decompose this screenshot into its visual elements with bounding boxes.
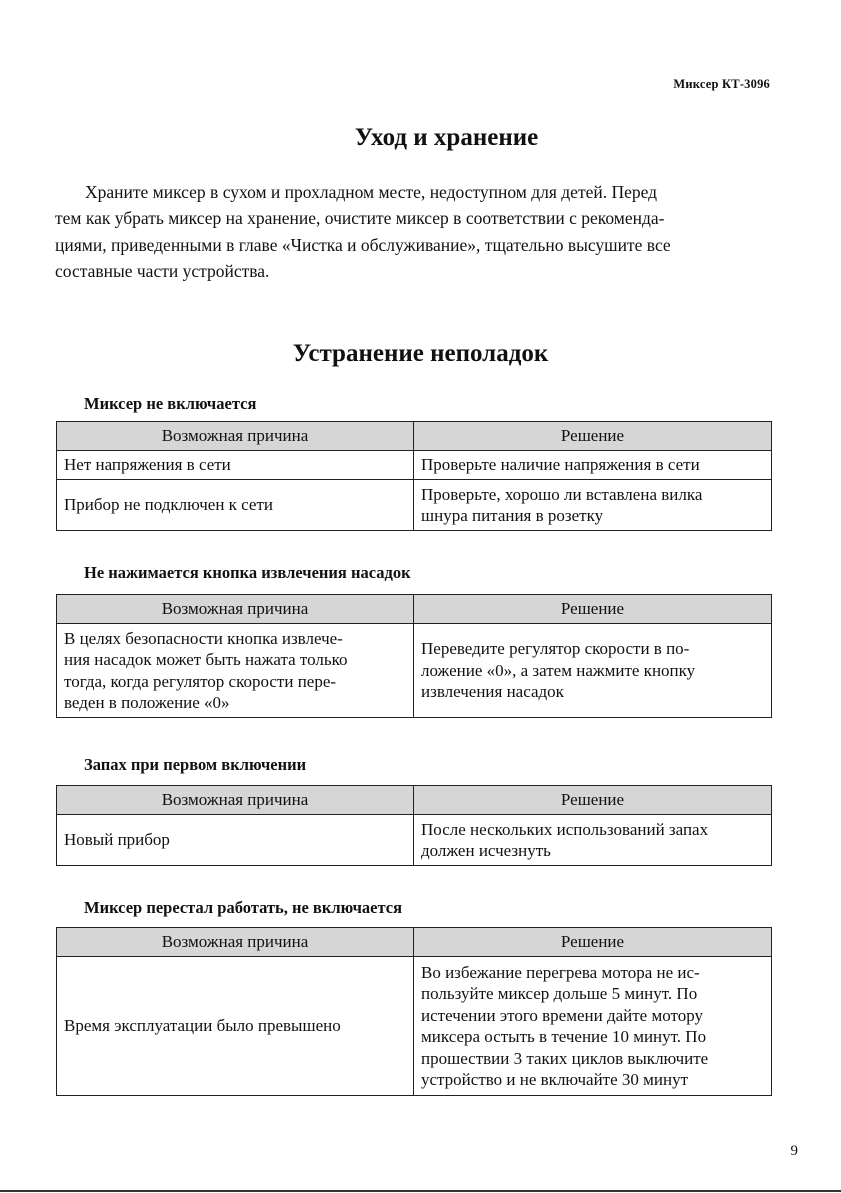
column-header-cause: Возможная причина — [57, 422, 414, 451]
cell-line: Проверьте наличие напряжения в сети — [421, 455, 700, 475]
paragraph-line: циями, приведенными в главе «Чистка и обслуживание», тщательно высушите все — [55, 234, 671, 255]
cell-line: истечении этого времени дайте мотору — [421, 1005, 703, 1025]
cell-line: Прибор не подключен к сети — [64, 495, 273, 515]
cell-line: Во избежание перегрева мотора не ис- — [421, 962, 700, 982]
cell-line: Проверьте, хорошо ли вставлена вилка — [421, 484, 703, 504]
column-header-solution: Решение — [414, 928, 772, 957]
problem-heading: Запах при первом включении — [84, 755, 307, 774]
solution-cell — [414, 451, 772, 480]
troubleshooting-table — [56, 421, 772, 531]
column-header-solution: Решение — [414, 422, 772, 451]
page-bottom-rule — [0, 1190, 841, 1192]
troubleshooting-table — [56, 594, 772, 718]
care-paragraph — [55, 179, 775, 285]
cell-line: Время эксплуатации было превышено — [64, 1016, 341, 1036]
cell-line: тогда, когда регулятор скорости пере- — [64, 671, 337, 691]
column-header-solution: Решение — [414, 786, 772, 815]
cause-cell — [57, 451, 414, 480]
cell-line: Новый прибор — [64, 830, 170, 850]
table-row — [57, 451, 772, 480]
table-header-row — [57, 786, 772, 815]
troubleshooting-table — [56, 785, 772, 866]
solution-cell — [414, 815, 772, 866]
paragraph-line: тем как убрать миксер на хранение, очистите миксер в соответствии с рекоменда- — [55, 208, 665, 229]
cell-line: ния насадок может быть нажата только — [64, 650, 348, 669]
cell-line: шнура питания в розетку — [421, 506, 604, 525]
cell-line: веден в положение «0» — [64, 693, 230, 712]
table-row — [57, 624, 772, 718]
column-header-cause: Возможная причина — [57, 928, 414, 957]
page-number: 9 — [790, 1143, 798, 1159]
solution-cell — [414, 624, 772, 718]
cell-line: Переведите регулятор скорости в по- — [421, 639, 690, 659]
column-header-solution: Решение — [414, 595, 772, 624]
cause-cell — [57, 815, 414, 866]
solution-cell — [414, 957, 772, 1096]
cause-cell — [57, 624, 414, 718]
cell-line: извлечения насадок — [421, 682, 564, 702]
table-row — [57, 480, 772, 531]
column-header-cause: Возможная причина — [57, 595, 414, 624]
paragraph-line: Храните миксер в сухом и прохладном месте, недоступном для детей. Перед — [85, 182, 658, 202]
table-header-row — [57, 928, 772, 957]
troubleshooting-table — [56, 927, 772, 1096]
cell-line: миксера остыть в течение 10 минут. По — [421, 1027, 707, 1046]
section-title-care: Уход и хранение — [354, 124, 539, 151]
problem-heading: Миксер перестал работать, не включается — [84, 898, 403, 917]
table-header-row — [57, 422, 772, 451]
cell-line: пользуйте миксер дольше 5 минут. По — [421, 984, 698, 1003]
cell-line: ложение «0», а затем нажмите кнопку — [421, 660, 696, 680]
table-header-row — [57, 595, 772, 624]
cause-cell — [57, 480, 414, 531]
problem-heading: Миксер не включается — [84, 394, 257, 413]
solution-cell — [414, 480, 772, 531]
cell-line: прошествии 3 таких циклов выключите — [421, 1048, 709, 1068]
paragraph-line: составные части устройства. — [55, 261, 270, 282]
cause-cell — [57, 957, 414, 1096]
cell-line: Нет напряжения в сети — [64, 455, 231, 475]
section-title-troubleshooting: Устранение неполадок — [292, 340, 549, 367]
problem-heading: Не нажимается кнопка извлечения насадок — [84, 563, 411, 582]
document-header-model: Миксер КТ-3096 — [673, 77, 770, 91]
cell-line: должен исчезнуть — [421, 841, 551, 860]
table-row — [57, 815, 772, 866]
cell-line: В целях безопасности кнопка извлече- — [64, 628, 343, 648]
cell-line: После нескольких использований запах — [421, 819, 709, 839]
column-header-cause: Возможная причина — [57, 786, 414, 815]
cell-line: устройство и не включайте 30 минут — [421, 1070, 689, 1089]
table-row — [57, 957, 772, 1096]
